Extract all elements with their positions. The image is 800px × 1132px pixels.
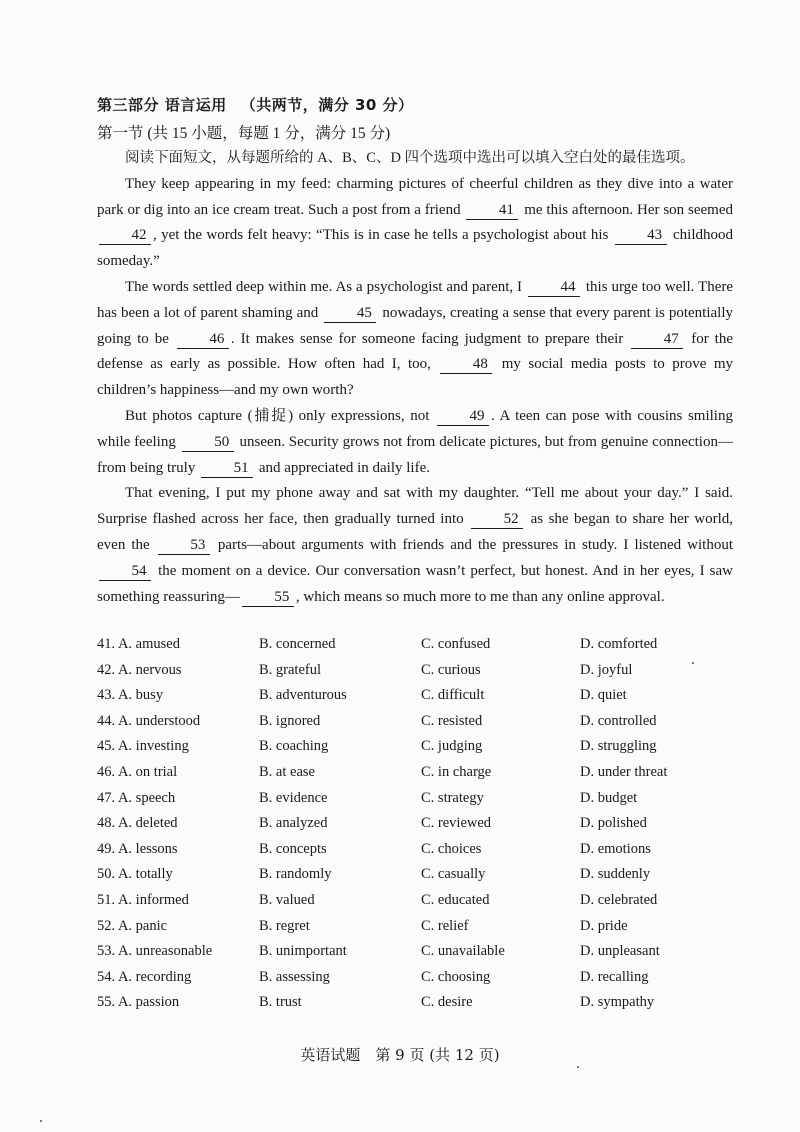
option-d[interactable]: D. under threat	[580, 763, 668, 780]
option-c[interactable]: C. resisted	[421, 712, 483, 729]
option-c[interactable]: C. reviewed	[421, 815, 492, 832]
option-b[interactable]: B. concepts	[259, 840, 327, 857]
passage-text: The words settled deep within me. As a psychologist and parent, I	[125, 278, 526, 295]
option-b[interactable]: B. evidence	[259, 789, 328, 806]
passage-paragraph	[97, 481, 733, 610]
option-row	[97, 687, 717, 713]
option-a[interactable]: 46. A. on trial	[97, 763, 178, 780]
option-c[interactable]: C. choosing	[421, 968, 491, 985]
option-b[interactable]: B. assessing	[259, 968, 330, 985]
option-d[interactable]: D. emotions	[580, 840, 651, 857]
option-b[interactable]: B. unimportant	[259, 943, 347, 960]
part-title-text: 第三部分 语言运用	[97, 96, 227, 114]
option-c[interactable]: C. educated	[421, 891, 490, 908]
option-c[interactable]: C. relief	[421, 917, 469, 934]
option-b[interactable]: B. grateful	[259, 661, 322, 678]
passage-paragraph	[97, 404, 733, 481]
option-c[interactable]: C. desire	[421, 994, 473, 1011]
option-d[interactable]: D. polished	[580, 815, 647, 832]
blank-55[interactable]: 55	[242, 589, 294, 607]
option-c[interactable]: C. casually	[421, 866, 486, 883]
option-c[interactable]: C. confused	[421, 636, 491, 652]
passage-text: parts—about arguments with friends and the pressures in study. I listened without	[211, 536, 734, 553]
instruction: 阅读下面短文，从每题所给的 A、B、C、D 四个选项中选出可以填入空白处的最佳选项。	[125, 150, 695, 166]
option-a[interactable]: 45. A. investing	[97, 738, 189, 755]
scan-speck	[577, 1066, 579, 1068]
option-d[interactable]: D. controlled	[580, 712, 657, 729]
option-row	[97, 764, 717, 790]
option-d[interactable]: D. quiet	[580, 687, 627, 704]
option-row	[97, 969, 717, 995]
option-c[interactable]: C. strategy	[421, 789, 484, 806]
passage-text: for the defense as early as possible. How often had I, too,	[97, 330, 734, 373]
passage-text: That evening, I put my phone away and sat with my daughter. “Tell me about your day.” I said. Surprise flashed across her face, then gradually turned into	[97, 485, 733, 528]
option-d[interactable]: D. suddenly	[580, 866, 651, 883]
blank-54[interactable]: 54	[99, 563, 151, 581]
option-b[interactable]: B. concerned	[259, 636, 336, 652]
option-b[interactable]: B. valued	[259, 891, 315, 908]
blank-47[interactable]: 47	[631, 331, 683, 349]
option-row	[97, 636, 717, 662]
blank-48[interactable]: 48	[440, 356, 492, 374]
option-a[interactable]: 41. A. amused	[97, 636, 180, 652]
option-row	[97, 866, 717, 892]
passage-text: But photos capture (捕捉) only expressions, not	[125, 407, 435, 424]
option-a[interactable]: 48. A. deleted	[97, 815, 178, 832]
option-c[interactable]: C. choices	[421, 840, 482, 857]
blank-52[interactable]: 52	[471, 511, 523, 529]
passage-text: , which means so much more to me than any online approval.	[295, 588, 665, 605]
blank-51[interactable]: 51	[201, 460, 253, 478]
option-row	[97, 918, 717, 944]
options-list	[97, 636, 717, 1020]
option-d[interactable]: D. recalling	[580, 968, 649, 985]
blank-44[interactable]: 44	[528, 279, 580, 297]
passage-paragraphs	[97, 172, 733, 611]
option-a[interactable]: 44. A. understood	[97, 712, 201, 729]
blank-53[interactable]: 53	[158, 537, 210, 555]
option-d[interactable]: D. unpleasant	[580, 943, 660, 960]
passage-text: . It makes sense for someone facing judgment to prepare their	[230, 330, 630, 347]
blank-43[interactable]: 43	[615, 227, 667, 245]
option-b[interactable]: B. adventurous	[259, 687, 347, 704]
option-b[interactable]: B. trust	[259, 994, 302, 1011]
option-d[interactable]: D. joyful	[580, 661, 633, 678]
passage-text: me this afternoon. Her son seemed	[520, 201, 733, 218]
passage-paragraph	[97, 275, 733, 404]
option-row	[97, 790, 717, 816]
page-footer: 英语试题 第 9 页 (共 12 页)	[300, 1046, 500, 1064]
scan-speck	[40, 1120, 42, 1122]
option-row	[97, 943, 717, 969]
option-b[interactable]: B. at ease	[259, 763, 315, 780]
passage-text: unseen. Security grows not from delicate pictures, but from genuine connection—from being truly	[97, 433, 733, 476]
blank-46[interactable]: 46	[177, 331, 229, 349]
option-c[interactable]: C. judging	[421, 738, 483, 755]
passage-text: my social media posts to prove my children’s happiness—and my own worth?	[97, 356, 733, 399]
blank-49[interactable]: 49	[437, 408, 489, 426]
passage-paragraph	[97, 172, 733, 275]
option-a[interactable]: 42. A. nervous	[97, 661, 182, 678]
option-row	[97, 892, 717, 918]
part-title-note: （共两节，满分 30 分）	[240, 96, 414, 114]
passage-text: nowadays, creating a sense that every parent is potentially going to be	[97, 304, 733, 347]
passage-text: They keep appearing in my feed: charming pictures of cheerful children as they dive into a water park or dig into an ice cream treat. Such a post from a friend	[97, 175, 733, 218]
passage-text: the moment on a device. Our conversation wasn’t perfect, but honest. And in her eyes, I saw something reassuring—	[97, 562, 733, 605]
option-a[interactable]: 54. A. recording	[97, 968, 192, 985]
scan-speck	[692, 662, 694, 664]
cloze-passage	[97, 146, 733, 610]
option-a[interactable]: 43. A. busy	[97, 687, 164, 704]
option-row	[97, 841, 717, 867]
option-row	[97, 738, 717, 764]
option-row	[97, 994, 717, 1020]
passage-text: childhood someday.”	[97, 227, 733, 270]
option-b[interactable]: B. analyzed	[259, 815, 328, 832]
passage-text: as she began to share her world, even the	[97, 511, 733, 553]
section-title: 第一节 (共 15 小题，每题 1 分，满分 15 分)	[97, 125, 391, 142]
option-d[interactable]: D. struggling	[580, 738, 657, 755]
part-title	[97, 94, 414, 115]
option-b[interactable]: B. randomly	[259, 866, 332, 883]
option-c[interactable]: C. difficult	[421, 687, 485, 704]
option-c[interactable]: C. curious	[421, 661, 481, 678]
option-a[interactable]: 55. A. passion	[97, 994, 180, 1011]
option-row	[97, 815, 717, 841]
blank-41[interactable]: 41	[466, 202, 518, 220]
blank-50[interactable]: 50	[182, 434, 234, 452]
option-a[interactable]: 50. A. totally	[97, 866, 173, 883]
option-b[interactable]: B. regret	[259, 917, 310, 934]
passage-text: , yet the words felt heavy: “This is in case he tells a psychologist about his	[153, 227, 613, 244]
option-c[interactable]: C. unavailable	[421, 943, 505, 960]
option-a[interactable]: 51. A. informed	[97, 891, 189, 908]
blank-45[interactable]: 45	[324, 305, 376, 323]
option-a[interactable]: 53. A. unreasonable	[97, 943, 213, 960]
option-c[interactable]: C. in charge	[421, 763, 492, 780]
option-row	[97, 662, 717, 688]
option-d[interactable]: D. comforted	[580, 636, 658, 652]
passage-text: and appreciated in daily life.	[255, 459, 431, 476]
option-b[interactable]: B. ignored	[259, 712, 321, 729]
option-a[interactable]: 52. A. panic	[97, 917, 168, 934]
passage-text: . A teen can pose with cousins smiling while feeling	[97, 407, 733, 450]
option-a[interactable]: 47. A. speech	[97, 789, 176, 806]
blank-42[interactable]: 42	[99, 227, 151, 245]
passage-text: this urge too well. There has been a lot of parent shaming and	[97, 278, 733, 321]
option-a[interactable]: 49. A. lessons	[97, 840, 178, 857]
option-b[interactable]: B. coaching	[259, 738, 329, 755]
option-d[interactable]: D. pride	[580, 917, 628, 934]
option-d[interactable]: D. budget	[580, 789, 638, 806]
option-d[interactable]: D. celebrated	[580, 891, 658, 908]
option-d[interactable]: D. sympathy	[580, 994, 655, 1011]
option-row	[97, 713, 717, 739]
